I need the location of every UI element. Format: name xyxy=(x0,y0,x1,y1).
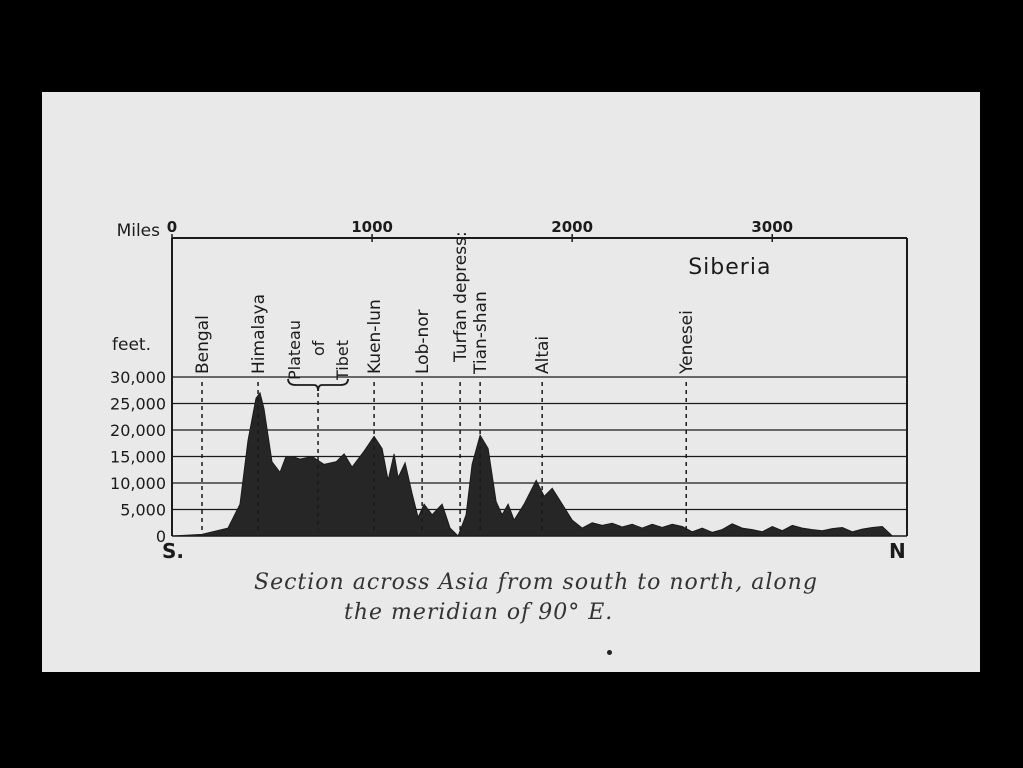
y-tick-label: 15,000 xyxy=(110,447,166,467)
y-axis-title: feet. xyxy=(112,335,151,355)
y-tick-label: 25,000 xyxy=(110,394,166,414)
feature-label: Himalaya xyxy=(249,293,270,374)
y-tick-label: 5,000 xyxy=(120,500,166,520)
x-tick-label: 2000 xyxy=(551,218,594,236)
feature-label: Turfan depress: xyxy=(451,231,472,362)
specks xyxy=(607,650,612,655)
feature-label: Plateau xyxy=(285,320,305,380)
x-tick-label: 0 xyxy=(166,218,178,236)
caption-line-1: Section across Asia from south to north, along xyxy=(254,570,818,595)
y-tick-label: 0 xyxy=(155,527,166,546)
direction-south-label: S. xyxy=(162,539,185,563)
feature-label: Lob-nor xyxy=(413,309,434,374)
direction-north-label: N xyxy=(889,539,906,563)
feature-label: Yenesei xyxy=(677,310,698,374)
x-tick-label: 3000 xyxy=(751,218,794,236)
feature-label: Bengal xyxy=(193,315,214,374)
slide-card xyxy=(42,92,980,672)
y-tick-label: 30,000 xyxy=(110,368,166,387)
x-tick-label: 1000 xyxy=(351,218,393,236)
feature-label: Altai xyxy=(533,335,554,374)
feature-label: Kuen-lun xyxy=(365,299,386,374)
elevation-profile xyxy=(172,393,892,536)
x-axis-title: Miles xyxy=(116,221,160,241)
y-tick-label: 20,000 xyxy=(110,421,166,440)
y-tick-label: 10,000 xyxy=(110,474,166,493)
region-label-siberia: Siberia xyxy=(688,255,772,280)
caption-line-2: the meridian of 90° E. xyxy=(344,600,614,625)
feature-label: Tibet xyxy=(333,340,353,380)
feature-label: Tian-shan xyxy=(471,291,492,374)
feature-label: of xyxy=(309,340,329,356)
